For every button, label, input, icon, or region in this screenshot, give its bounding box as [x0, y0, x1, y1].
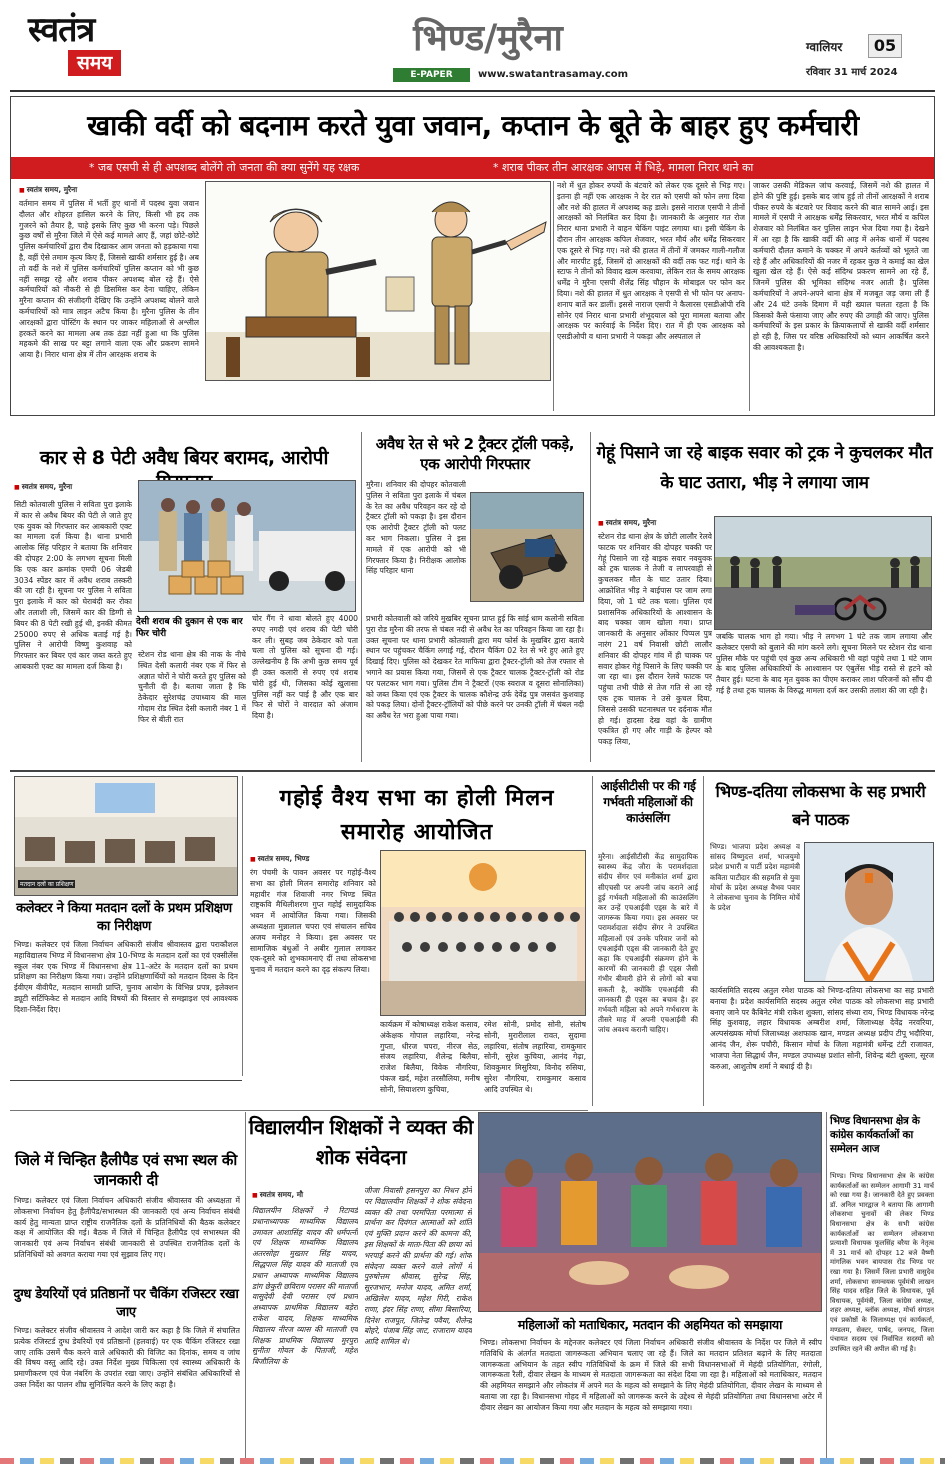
mehndi-photo-svg [479, 1113, 821, 1311]
helipad-story [10, 1080, 242, 1270]
pathak-story [706, 776, 935, 1108]
beer-byline: ■ स्वतंत्र समय, मुरैना [14, 482, 72, 492]
lead-col-3: जाकर उसकी मेडिकल जांच करवाई, जिसमें नशे की हालत में होने की पुष्टि हुई। इसके बाद जांच हुई तो तीनों आरक्षकों ने शराब पीकर रुपये के बंटवारे पर विवाद करने की बात सामने आई। इस मामले में एसपी ने आरक्षक धर्मेंद्र सिकरवार, भरत मौर्य व कपिल शेजवार को निलंबित कर पुलिस लाइन भेज दिया गया है। देखने में आ रहा है कि खाकी वर्दी की आड़ में अनेक थानों में पदस्थ कर्मचारी दौलत कमाने के चक्कर में अपने कर्तव्यों को भूलते जा रहे हैं और अधिकारियों की नजर में रहकर कुछ ने कमाई का खेल खुला खेल रहे हैं। ऐसे कई संदिग्ध प्रकरण सामने आ रहे हैं, जिनमें पुलिस की भूमिका संदिग्ध नजर आती है। पुलिस कर्मचारियों ने अपने-अपने थाना क्षेत्र में मजबूत जड़ जमा ली हैं और 24 घंटे उनके दिमाग में यही ख्याल चलता रहता है कि किसको कैसे फंसाया जाए और रुपए की उगाही की जाए। पुलिस कर्मचारियों के इस प्रकार के क्रियाकलापों से खाकी वर्दी शर्मसार हो रही है, जिस पर वरिष्ठ अधिकारियों को ध्यान आकर्षित करने की आवश्यकता है। [753, 181, 929, 352]
logo-top: स्वतंत्र [28, 10, 95, 50]
counselling-headline: आईसीटीसी पर की गई गर्भवती महिलाओं की काउंसलिंग [600, 779, 696, 825]
beer-photo-caption: देसी शराब की दुकान से एक बार फिर चोरी [136, 617, 243, 639]
voter-awareness-body: भिण्ड। लोकसभा निर्वाचन के मद्देनजर कलेक्टर एवं जिला निर्वाचन अधिकारी संजीव श्रीवास्तव के निर्देश पर जिले में स्वीप गतिविधि के अंतर्गत मतदाता जागरूकता अभियान चलाए जा रहे हैं। जिले का मतदान प्रतिशत बढ़ाने के लिए मतदाता जागरूकता अभियान के तहत स्वीप गतिविधियों के क्रम में जिले की सभी विधानसभाओं में मेहंदी प्रतियोगिता, रंगोली, जागरूकता रैली, दीवार लेखन के माध्यम से मतदाता जागरूकता का संदेश दिया जा रहा है। महिलाओं को मताधिकार, मतदान की अहमियत समझाने और लोकतंत्र में अपने मत के महत्व को समझाने के लिए मेहंदी प्रतियोगिता, दीवार लेखन के माध्यम से बताया जा रहा है। विधानसभा गोहद में महिलाओं को जागरूक करने के उद्देश्य से मेहंदी प्रतियोगिता तथा विधानसभा अटेर में दीवार लेखन का आयोजन किया गया और मतदान के महत्व को समझाया गया। [480, 1338, 822, 1412]
beer-headline: कार से 8 पेटी अवैध बियर बरामद, आरोपी [39, 447, 329, 469]
cartoon-illustration [205, 181, 551, 381]
sand-body: प्रभारी कोतवाली को जरिये मुखबिर सूचना प्राप्त हुई कि सांई धाम कलोनी सविता पुरा रोड मुरैना की तरफ से चंबल नदी से अवैध रेत का परिवहन किया जा रहा है। उक्त सूचना पर थाना प्रभारी कोतवाली द्वारा मय फोर्स के मुखबिर द्वारा बताये स्थान पर पहुंचकर चैकिंग लगाई गई, दौरान चैकिंग 02 रेत से भरे हुए आते हुए दिखाई दिए। पुलिस को देखकर रेत माफिया द्वारा ट्रैक्टर-ट्रॉली को तेज रफ्तार से भगाने का प्रयास किया गया, जिसमें से एक ट्रैक्टर चालक ट्रैक्टर-ट्रॉली को रोड पर पलटकर भाग गया। पुलिस टीम ने ट्रैक्टरों (एक स्वराज व दूसरा सोनालिका) को जब्त किया एवं एक ट्रैक्टर के चालक कौशेन्द्र उर्फ देवेंद्र पुत्र जसवंत कुशवाह को पकड़ लिया। दोनों ट्रैक्टर-ट्रॉलियों को पीछे करने पर उनकी ट्रॉली में चंबल नदी का अवैध रेत भरा हुआ पाया गया। [366, 614, 584, 721]
pathak-headline: भिण्ड-दतिया लोकसभा के सह प्रभारी बने पाठक [715, 782, 926, 829]
congress-story [828, 1112, 935, 1458]
logo [28, 10, 158, 82]
accident-photo [714, 516, 932, 630]
training-headline: कलेक्टर ने किया मतदान दलों के प्रथम प्रशिक्षण का निरीक्षण [16, 901, 232, 934]
dairy-body: भिण्ड। कलेक्टर संजीव श्रीवास्तव ने आदेश जारी कर कहा है कि जिले में संचालित प्रत्येक रजिस्टर्ड दुग्ध डेयरियों एवं प्रतिष्ठानों (हलवाई) पर एक चैकिंग रजिस्टर रखा जाए ताकि उसमें चैक करने वाले अधिकारी की विजिट का दिनांक, समय व जांच की विषय वस्तु आदि रहे। उक्त निर्देश मुख्य चिकित्सा एवं स्वास्थ्य अधिकारी के प्रमाणीकरण एवं पेज नंबरिंग के उपरांत रखा जाए। उन्होंने संबंधित अधिकारियों से उक्त निर्देश का पालन शीघ्र सुनिश्चित करने के लिए कहा है। [14, 1326, 240, 1389]
condolence-story [248, 1112, 474, 1458]
accident-col-2: जबकि चालक भाग हो गया। भीड़ ने लगभग 1 घंटे तक जाम लगाया और कलेक्टर एसपी को बुलाने की मांग करने लगे। सूचना मिलने पर स्टेशन रोड थाना पुलिस मौके पर पहुंची एवं कुछ अन्य अधिकारी भी वहां पहुंचे तथा 1 घंटे जाम के बाद पुलिस अधिकारियों के आश्वासन पर एंबुलेंस भीड़ रास्ते से हटने को तैयार हुई। घटना के बाद मृत युवक का पीएम कराकर लाश परिजनों को सौंप दी गई है तथा ट्रक चालक के विरुद्ध मामला दर्ज कर उसकी तलाश की जा रही है। [716, 632, 932, 695]
kicker-2-text: शराब पीकर तीन आरक्षक आपस में भिड़े, मामला निरार थाने का [502, 161, 754, 174]
holi-group-photo [380, 850, 586, 1016]
lead-kicker-2: * शराब पीकर तीन आरक्षक आपस में भिड़े, मामला निरार थाने का [493, 161, 754, 174]
city-label: ग्वालियर [806, 40, 843, 54]
lead-byline: ■ स्वतंत्र समय, मुरैना [19, 185, 77, 195]
voter-awareness-story [476, 1112, 824, 1458]
voter-awareness-headline: महिलाओं को मताधिकार, मतदान की अहमियत को समझाया [517, 1317, 783, 1332]
training-photo-label: मतदान दलों का प्रशिक्षण [20, 881, 74, 888]
holi-photo-svg [381, 851, 585, 1015]
tractor-photo [470, 492, 584, 602]
holi-story [246, 776, 588, 1108]
logo-bottom: समय [68, 50, 121, 76]
accident-col-1: स्टेशन रोड थाना क्षेत्र के छोटी लालौर रेलवे फाटक पर शनिवार की दोपहर चक्की पर गेहूं पिसाने जा रहे बाइक सवार नवयुवक को ट्रक चालक ने तेजी व लापरवाही से कुचलकर मौत के घाट उतार दिया। आक्रोशित भीड़ ने बाईपास पर जाम लगा दिया, जो 1 घंटे तक चला। पुलिस एवं प्रशासनिक अधिकारियों के आश्वासन के बाद चक्का जाम खोला गया। प्राप्त जानकारी के अनुसार ओंकार पिप्पल पुत्र नारंग 21 वर्ष निवासी छोटी लालौर शनिवार की दोपहर गांव में ही चाक्क पर सवार होकर गेहूं पिसाने के लिए चक्की पर जा रहा था। इस दौरान रेलवे फाटक पर पहुंचा तभी पीछे से तेज गति से आ रहे एक ट्रक चालक ने उसे कुचल दिया, जिससे उसकी घटनास्थल पर दर्दनाक मौत हो गई। हादसा देख वहां के ग्रामीण एकत्रित हो गए और गाड़ी के हेल्पर को पकड़ लिया, [598, 532, 712, 747]
holi-byline: ■ स्वतंत्र समय, भिण्ड [250, 854, 309, 864]
beer-col-2: स्टेशन रोड थाना क्षेत्र की नाक के नीचे स्थित देसी कलारी नंबर एक में फिर से अज्ञात चोरों ने चोरी करते हुए पुलिस को चुनौती दी है। बताया जाता है कि ठेकेदार सुरेशचंद्र उपाध्याय की माल गोदाम रोड स्थित देसी कलारी नंबर 1 में फिर से बीती रात [138, 650, 246, 724]
dairy-headline: दुग्ध डेयरियों एवं प्रतिष्ठानों पर चैकिंग रजिस्टर रखा जाए [13, 1287, 239, 1320]
website[interactable]: www.swatantrasamay.com [478, 69, 629, 80]
dairy-story [10, 1286, 242, 1456]
cartoon-svg [206, 182, 550, 380]
beer-seizure-photo [138, 480, 356, 612]
page-number: 05 [868, 34, 902, 58]
training-body: भिण्ड। कलेक्टर एवं जिला निर्वाचन अधिकारी संजीव श्रीवास्तव द्वारा पराकौशल महाविद्यालय भिण्ड में विधानसभा क्षेत्र 10-भिण्ड के मतदान दलों का एवं एक्सीलेंस स्कूल नंबर एक भिण्ड में विधानसभा क्षेत्र 11-अटेर के मतदान दलों का प्रथम प्रशिक्षण का निरीक्षण किया गया। उन्होंने प्रशिक्षणार्थियों को मतदान दिवस के दिन ईवीएम वीवीपैट, मतदान सामग्री प्राप्ति, चुनाव आयोग के विभिन्न प्रपत्र, इलेक्शन ड्यूटी सर्टिफिकेट से मतदान आदि विषयों की विस्तार से समझाइश एवं आवश्यक दिशा-निर्देश दिए। [14, 940, 238, 1014]
training-photo-svg [15, 777, 237, 895]
pathak-portrait-svg [805, 843, 933, 981]
condolence-headline: विद्यालयीन शिक्षकों ने व्यक्त की शोक संवेदना [248, 1115, 474, 1169]
training-photo [14, 776, 238, 896]
helipad-body: भिण्ड। कलेक्टर एवं जिला निर्वाचन अधिकारी संजीव श्रीवास्तव की अध्यक्षता में लोकसभा निर्वाचन हेतु हैलीपैड/सभास्थल की जानकारी एवं अन्य निर्वाचन संबंधी कार्य हेतु मान्यता प्राप्त राष्ट्रीय राजनैतिक दलों के प्रतिनिधियों की बैठक कलेक्टर कक्ष में आयोजित की गई। बैठक में जिले में चिन्हित हैलीपैड एवं सभास्थल की जानकारी एवं अन्य निर्वाचन संबंधी जानकारी से उपस्थित राजनैतिक दलों के प्रतिनिधियों को अवगत कराया गया एवं सुझाव लिए गए। [14, 1196, 240, 1259]
holi-col-3: रमेश सोनी, प्रमोद सोनी, संतोष सोनी, मुरारीलाल रावत, सुदामा लहारिया, संतोष लहारिया, रामकुमार सोनी, सुरेश कुचिया, आनंद गेढ़ा, शिवकुमार मिसुरिया, विनोद रुसिया, सुरेश नौगरिया, रामकुमार कसाव आदि उपस्थित थे। [484, 1020, 586, 1094]
pathak-col-1: भिण्ड। भाजपा प्रदेश अध्यक्ष व सांसद विष्णुदत्त शर्मा, भाजयुमो प्रदेश प्रभारी व पार्टी प्रदेश महामंत्री कविता पाटीदार की सहमति से युवा मोर्चा के प्रदेश अध्यक्ष वैभव पवार ने लोकसभा चुनाव के निमित्त मोर्चे के प्रदेश [710, 842, 800, 913]
lead-col-2: नशे में धुत होकर रुपयों के बंटवारे को लेकर एक दूसरे से भिड़ गए। इतना ही नहीं एक आरक्षक ने देर रात को एसपी को फोन लगा दिया और नशे की हालत में अपशब्द कह डाले। इससे नाराज एसपी ने तीनों आरक्षकों को निलंबित कर दिया है। जानकारी के अनुसार गत रोज निरार थाना प्रभारी ने वाहन चेकिंग पाइंट लगाया था। इसी चेकिंग के दौरान तीन आरक्षक कपिल शेजवार, भरत मौर्य और धर्मेंद्र सिकरवार एक दूसरे से भिड़ गए। नशे की हालत में तीनों में जमकर गाली-गलौज और मारपीट हुई, जिसमें दो आरक्षकों की वर्दी तक फट गई। थाने के स्टाफ ने तीनों को विवाद खत्म करवाया, लेकिन रात के समय आरक्षक धर्मेंद्र ने मुरैना एसपी शैलेंद्र सिंह चौहान के मोबाइल पर फोन कर दिया। नशे की हालत में धुत आरक्षक ने एसपी से भी फोन पर अनाप-शनाप बातें कर डालीं। इससे नाराज एसपी ने कैलारस एसडीओपी रवि सोनेर एवं निरार थाना प्रभारी शंभूदयाल को पूरा मामला बताया और आरक्षक पर कार्रवाई के निर्देश दिए। रात में ही एक आरक्षक को एसडीओपी व थाना प्रभारी ने पकड़ा और अस्पताल ले [557, 181, 745, 342]
beer-story [10, 432, 358, 782]
accident-headline: गेहूं पिसाने जा रहे बाइक सवार को ट्रक ने कुचलकर मौत के घाट उतारा, भीड़ ने लगाया जाम [596, 443, 933, 493]
issue-date: रविवार 31 मार्च 2024 [806, 67, 898, 78]
lead-story [10, 96, 935, 416]
sand-story [364, 432, 586, 772]
beer-photo-svg [139, 481, 355, 611]
pathak-portrait [804, 842, 934, 982]
training-story [10, 776, 238, 1072]
holi-headline: गहोई वैश्य सभा का होली मिलन समारोह आयोजित [279, 786, 555, 845]
sand-intro: मुरैना। शनिवार की दोपहर कोतवाली पुलिस ने सविता पुरा इलाके में चंबल के रेत का अवैध परिवहन कर रहे दो ट्रैक्टर ट्रॉली को पकड़ा है। इस दौरान एक आरोपी ट्रैक्टर ट्रॉली को पलट कर भाग निकला। पुलिस ने इस मामले में एक आरोपी को भी गिरफ्तार किया है। निरीक्षक आलोक सिंह परिहार थाना [366, 480, 466, 576]
pathak-col-2: कार्यसमिति सदस्य अतुल रमेश पाठक को भिण्ड-दतिया लोकसभा का सह प्रभारी बनाया है। प्रदेश कार्यसमिति सदस्य अतुल रमेश पाठक को लोकसभा सह प्रभारी बनाए जाने पर कैबिनेट मंत्री राकेश शुक्ला, सांसद संध्या राय, भिण्ड विधायक नरेन्द्र सिंह कुशवाह, लहार विधायक अम्बरीश शर्मा, जिलाध्यक्ष देवेंद्र नरवरिया, अल्पसंख्यक मोर्चा जिलाध्यक्ष अशफाक खान, मण्डल अध्यक्ष प्रदीप टीपू भदौरिया, आनंद जैन, शेरू पचौरी, किसान मोर्चा के जिला महामंत्री धर्मेन्द्र टंटी राजावत, भाजपा नेता सिद्धार्थ जैन, मण्डल उपाध्यक्ष प्रशांत सोनी, शिवेन्द्र बंटी शुक्ला, सूरज करुआ, आशुतोष शर्मा ने बधाई दी है। [710, 986, 934, 1071]
holi-col-2: कार्यक्रम में कोषाध्यक्ष राकेश कसाव, अंकेक्षक गोपाल लहारिया, नरेन्द्र गुप्ता, धीरज चपरा, नीरज सेठ, संजय लहारिया, शैलेन्द्र बिलैया, राजेश बिलैया, विवेक नौगरिया, पंकज खर्द, महेश तरसौलिया, मनीष सोनी, सियाशरण कुचिया, [380, 1020, 480, 1094]
mehndi-photo [478, 1112, 822, 1312]
accident-photo-svg [715, 517, 931, 629]
accident-byline: ■ स्वतंत्र समय, मुरैना [598, 518, 656, 528]
congress-headline: भिण्ड विधानसभा क्षेत्र के कांग्रेस कार्यकर्ताओं का सम्मेलन आज [830, 1115, 920, 1155]
print-registration-bar [0, 1458, 945, 1464]
condolence-byline: ■ स्वतंत्र समय, मौ [252, 1190, 303, 1200]
lead-kicker-1: * जब एसपी से ही अपशब्द बोलेंगे तो जनता की क्या सुनेंगे यह रक्षक [89, 161, 360, 174]
tractor-photo-svg [471, 493, 583, 601]
beer-col-1: सिटी कोतवाली पुलिस ने सविता पुरा इलाके में कार से अवैध बियर की पेटी ले जाते हुए एक युवक को गिरफ्तार कर आबकारी एक्ट का मामला दर्ज किया है। थाना प्रभारी आलोक सिंह परिहार ने बताया कि शनिवार की दोपहर 2:00 के लगभग सूचना मिली कि एक कार क्रमांक एमपी 06 जेडबी 3034 स्पेंडर कार में अवैध शराब तस्करी की जा रही है। सूचना पर पुलिस ने सविता पुरा इलाके में कार को घेराबंदी कर रोका और तलाशी ली, जिसमें कार की डिग्गी से बियर की 8 पेटी रखी हुई थी, इनकी कीमत 25000 रुपए से अधिक बताई गई है। पुलिस ने आरोपी विष्णु कुशवाह को गिरफ्तार कर बियर एवं कार जब्त करते हुए आबकारी एक्ट का मामला दर्ज किया है। [14, 500, 132, 671]
congress-body: भिण्ड। भिण्ड विधानसभा क्षेत्र के कांग्रेस कार्यकर्ताओं का सम्मेलन आगामी 31 मार्च को रखा गया है। जानकारी देते हुए प्रवक्ता डॉ. अनिल भारद्वाज ने बताया कि आगामी लोकसभा चुनावों की लेकर भिण्ड विधानसभा क्षेत्र के सभी कांग्रेस कार्यकर्ताओं का सम्मेलन लोकसभा प्रत्याशी विधायक फूलसिंह बरैया के नेतृत्व में 31 मार्च को दोपहर 12 बजे वैष्णी मांगलिक भवन बायपास रोड भिण्ड पर रखा गया है। जिसमें जिला प्रभारी वासुदेव शर्मा, लोकसभा समन्वयक पूर्वमंत्री लाखन सिंह यादव सहित जिले के विधायक, पूर्व विधायक, पूर्वमंत्री, जिला कांग्रेस अध्यक्ष, शहर अध्यक्ष, ब्लॉक अध्यक्ष, मोर्चा संगठन एवं प्रकोष्ठों के जिलाध्यक्ष एवं कार्यकर्ता, मण्डलम, सेक्टर, पार्षद, जनपद, जिला पंचायत सदस्य एवं निर्वाचित सदस्यों को उपस्थित रहने की अपील की गई है। [830, 1172, 934, 1353]
lead-headline: खाकी वर्दी को बदनाम करते युवा जवान, कप्तान के बूते के बाहर हुए कर्मचारी [87, 109, 859, 142]
counselling-body: मुरैना। आईसीटीसी केंद्र सामुदायिक स्वास्थ्य केंद्र जौरा के परामर्शदाता संदीप सेंगर एवं मनीकांत शर्मा द्वारा सीएचसी पर अपनी जांच कराने आई हुई गर्भवती महिलाओं की काउंसलिंग कर उन्हें एचआईवी एड्स के बारे में जागरूक किया गया। इस अवसर पर परामर्शदाता संदीप सेंगर ने उपस्थित महिलाओं एवं उनके परिवार जनों को एचआईवी एड्स की जानकारी देते हुए कहा कि एचआईवी संक्रमण होने के कारणों की जानकारी ही एड्स जैसी गंभीर बीमारी होने से लोगों को बचा सकती है, क्योंकि एचआईवी की जानकारी ही एड्स का बचाव है। हर गर्भवती महिला को अपने गर्भधारण के तीसरे माह में अपनी एचआईवी की जांच अवश्य करानी चाहिए। [598, 852, 698, 1035]
sand-headline: अवैध रेत से भरे 2 ट्रैक्टर ट्रॉली पकड़े, एक आरोपी गिरफ्तार [375, 435, 575, 473]
holi-col-1: रंग पंचमी के पावन अवसर पर गहोई-वैश्य सभा का होली मिलन समारोह शनिवार को महावीर गंज शिवाजी नगर भिण्ड स्थित राष्ट्रकवि मैथिलीशरण गुप्त गहोई सामुदायिक भवन में आयोजित किया गया। जिसकी अध्यक्षता मुन्नालाल चपरा एवं संचालन सचिव अजय मनोहर ने किया। इस अवसर पर सामाजिक बंधुओं ने अबीर गुलाल लगाकर एक-दूसरे को शुभकामनाएं दीं तथा लोकसभा चुनाव में मतदान करने का दृढ़ संकल्प लिया। [250, 868, 376, 975]
condolence-col-2: जीजा निवासी हसनपुरा का निधन होने पर विद्यालयीन शिक्षकों ने शोक संवेदना व्यक्त की तथा परमपिता परमात्मा से प्रार्थना कर दिवंगत आत्माओं को शांति एवं मुक्ति प्रदान करने की कामना की, इस शिक्षकों के माता-पिता की छाया को भरपाई करने की प्रार्थना की गई। शोक संवेदना व्यक्त करने वाले लोगों में पुरुषोत्तम श्रीवास, सुरेन्द्र सिंह, सूरजभान, मनोज यादव, अमित शर्मा, अखिलेश यादव, महेश गिरी, राकेश राणा, इंदर सिंह राणा, सीमा बिसारिया, दिनेश राजपूत, जितेन्द्र पवैया, शैलेन्द्र बोहरे, पंजाब सिंह जाट, राजाराम यादव आदि शामिल थे। [364, 1186, 472, 1347]
lead-col-1: वर्तमान समय में पुलिस में भर्ती हुए थानों में पदस्थ युवा जवान दौलत और शोहरत हासिल करने के लिए, किसी भी हद तक गुजरने को तैयार है, चाहे इसके लिए कुछ भी करना पड़े। पिछले कुछ वर्षों से मुरैना जिले में ऐसे कई मामले आए हैं, जहां छोटे-छोटे पुलिस कर्मचारियों द्वारा रौब दिखाकर आम जनता को हड़काया गया है, वहीं ऐसे तमाम कृत्य किए हैं, जिससे खाकी शर्मसार हुई है। अब तो वर्दी के नशे में पुलिस कर्मचारियों पुलिस कप्तान को भी कुछ नहीं समझ रहे और शराब पीकर अपशब्द बोल रहे हैं। ऐसे कर्मचारियों को नौकरी से ही डिसमिस कर देना चाहिए, लेकिन मुरैना कप्तान की संजीदगी देखिए कि उन्होंने अपशब्द बोलने वाले कर्मचारियों को मात्र लाइन अटैच किया है। मुरैना पुलिस के तीन आरक्षकों द्वारा पोस्टिंग के स्थान पर जाकर महिलाओं से अश्लील हरकतें करने का मामला अब तक ठंडा नहीं हुआ था कि पुलिस महकमे की साख पर बट्टा लगाने वाला एक और प्रकरण सामने आया है। निरार थाना क्षेत्र में तीन आरक्षक शराब के [19, 199, 199, 360]
condolence-col-1: विद्यालयीन शिक्षकों ने रिटायर्ड प्रधानाध्यापक माध्यमिक विद्यालय उमावल आशासिंह यादव की धर्मपत्नी एवं शिक्षक माध्यमिक विद्यालय अतरसोहा मुख्तार सिंह यादव, सिद्धपाल सिंह यादव की माताजी एवं प्रधान अध्यापक माध्यमिक विद्यालय डांग छेकुरी छविराम परासर की माताजी वासुदेवी देवी परासर एवं प्रधान अध्यापक प्राथमिक विद्यालय बड़ेरा राकेश यादव, शिक्षक माध्यमिक विद्यालय नीरज व्यास की माताजी एवं शिक्षक प्राथमिक विद्यालय मुरपुरा सुनीता गोयल के पिताजी, महेश बिजौलिया के [252, 1206, 358, 1367]
accident-story [594, 432, 935, 772]
counselling-story [596, 776, 700, 1108]
masthead [0, 0, 945, 92]
section-title: भिण्ड/मुरैना [413, 17, 563, 59]
helipad-headline: जिले में चिन्हित हैलीपैड एवं सभा स्थल की जानकारी दी [15, 1151, 237, 1189]
epaper-badge: E-PAPER [393, 68, 470, 82]
beer-col-3: चोर गैंग ने धावा बोलते हुए 4000 रुपए नगदी एवं शराब की पेटी चोरी कर ली। सुबह जब ठेकेदार को पता चला तो पुलिस को सूचना दी गई। उल्लेखनीय है कि अभी कुछ समय पूर्व ही उक्त कलारी से रुपए एवं शराब चोरी हुई थी, जिसका कोई खुलासा पुलिस नहीं कर पाई है और एक बार फिर से चोरों ने वारदात को अंजाम दिया है। [252, 614, 358, 721]
kicker-1-text: जब एसपी से ही अपशब्द बोलेंगे तो जनता की क्या सुनेंगे यह रक्षक [98, 161, 360, 174]
